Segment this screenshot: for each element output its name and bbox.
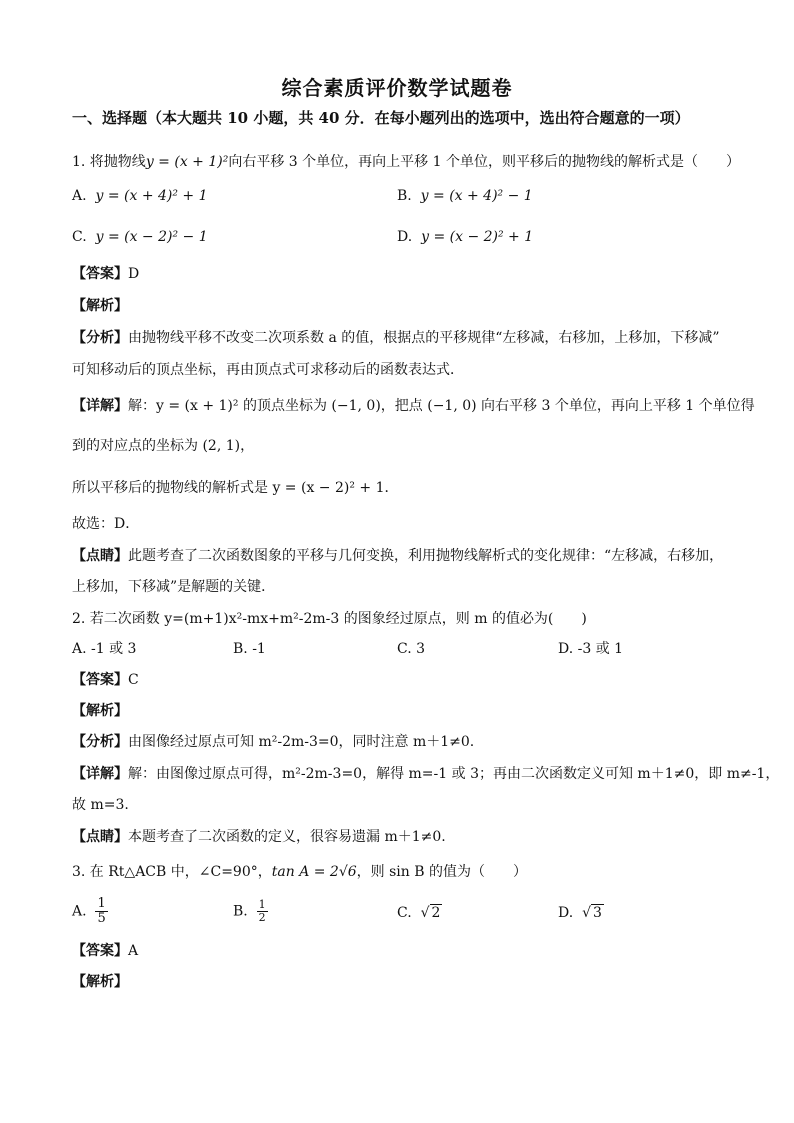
option-label: A. (72, 903, 87, 920)
fraction-denominator: 5 (97, 911, 106, 926)
answer-tag: 【答案】 (72, 266, 128, 282)
xiangjie-tag: 【详解】 (72, 766, 128, 782)
q1-fenxi-2: 可知移动后的顶点坐标，再由顶点式可求移动后的函数表达式． (72, 362, 464, 378)
q2-fenxi (72, 732, 734, 752)
option-label: C. (397, 641, 412, 657)
fraction-numerator: 1 (97, 896, 106, 911)
q2-xiangjie-1 (72, 764, 780, 784)
q1-xiangjie-3: 所以平移后的抛物线的解析式是 y = (x − 2)² + 1． (72, 480, 399, 496)
q3-option-c (397, 903, 442, 923)
q1-dianjing-1 (72, 546, 734, 566)
q1-stem (72, 152, 740, 172)
option-label: B. (233, 641, 248, 657)
dianjing-text: 此题考查了二次函数图象的平移与几何变换，利用抛物线解析式的变化规律：“左移减，右移加， (128, 548, 724, 564)
answer-value: C (128, 672, 139, 688)
q1-stem-pre: 1. 将抛物线 (72, 154, 146, 170)
q3-option-d (558, 903, 604, 923)
option-text: y = (x − 2)² + 1 (421, 229, 534, 245)
xiangjie-tag: 【详解】 (72, 398, 128, 414)
q2-option-c (397, 639, 425, 659)
dianjing-tag: 【点睛】 (72, 829, 128, 845)
fraction (257, 899, 268, 924)
q2-option-d (558, 639, 623, 659)
option-label: C. (397, 905, 412, 921)
q3-stem-pre: 3. 在 Rt△ACB 中，∠C=90°， (72, 864, 272, 880)
option-label: B. (397, 188, 412, 204)
radicand: 3 (593, 905, 602, 921)
q2-answer (72, 670, 734, 690)
dianjing-tag: 【点睛】 (72, 548, 128, 564)
option-text: -1 (252, 641, 266, 657)
fenxi-tag: 【分析】 (72, 734, 128, 750)
option-label: C. (72, 229, 87, 245)
option-text: y = (x + 4)² + 1 (95, 188, 208, 204)
q3-answer (72, 941, 734, 961)
q1-stem-formula: y = (x + 1)² (145, 154, 229, 170)
q3-stem-post: ，则 sin B 的值为（ ） (356, 864, 527, 880)
xiangjie-text: 解：由图像过原点可得，m²-2m-3=0，解得 m=-1 或 3；再由二次函数定义可知 m＋1≠0，即 m≠-1， (128, 766, 780, 782)
q2-option-b (233, 639, 266, 659)
q1-option-c (72, 227, 208, 247)
fraction-denominator: 2 (258, 911, 266, 924)
xiangjie-text: 解：y = (x + 1)² 的顶点坐标为 (−1, 0)，把点 (−1, 0) 向右平移 3 个单位，再向上平移 1 个单位得 (128, 398, 755, 414)
q1-answer (72, 264, 734, 284)
option-text: y = (x + 4)² − 1 (420, 188, 533, 204)
option-label: D. (397, 229, 413, 245)
radicand: 2 (431, 905, 441, 921)
dianjing-text: 本题考查了二次函数的定义，很容易遗漏 m＋1≠0. (128, 829, 446, 845)
q1-stem-post: 向右平移 3 个单位，再向上平移 1 个单位，则平移后的抛物线的解析式是（ ） (228, 154, 740, 170)
option-text: -1 或 3 (91, 641, 137, 657)
option-label: A. (72, 188, 87, 204)
section-heading: 一、选择题（本大题共 10 小题，共 40 分．在每小题列出的选项中，选出符合题意的一项） (72, 109, 690, 127)
q3-option-a (72, 897, 108, 926)
q2-stem: 2. 若二次函数 y=(m+1)x²-mx+m²-2m-3 的图象经过原点，则 m 的值必为( ) (72, 611, 587, 627)
q2-jiexi: 【解析】 (72, 703, 128, 719)
option-label: D. (558, 641, 574, 657)
fraction (95, 897, 107, 926)
q3-jiexi: 【解析】 (72, 974, 128, 990)
q3-stem-formula: tan A = 2√6 (271, 864, 357, 880)
answer-tag: 【答案】 (72, 943, 128, 959)
q1-guxuan: 故选：D． (72, 516, 140, 532)
sqrt-icon: √ (420, 905, 430, 921)
q1-fenxi-1 (72, 328, 734, 348)
fenxi-text: 由图像经过原点可知 m²-2m-3=0，同时注意 m＋1≠0. (128, 734, 475, 750)
answer-tag: 【答案】 (72, 672, 128, 688)
q1-xiangjie-1 (72, 396, 755, 416)
q1-jiexi: 【解析】 (72, 298, 128, 314)
option-text: -3 或 1 (577, 641, 624, 657)
q2-dianjing (72, 827, 734, 847)
fenxi-text: 由抛物线平移不改变二次项系数 a 的值，根据点的平移规律“左移减，右移加，上移加，下移减” (128, 330, 720, 346)
q1-option-b (397, 186, 533, 206)
q1-option-d (397, 227, 533, 247)
q1-xiangjie-2: 到的对应点的坐标为 (2, 1)， (72, 438, 255, 454)
option-label: D. (558, 905, 574, 921)
fenxi-tag: 【分析】 (72, 330, 128, 346)
sqrt-icon: √ (582, 905, 592, 921)
q2-option-a (72, 639, 136, 659)
option-text: 3 (416, 641, 426, 657)
option-label: B. (233, 903, 248, 920)
q1-option-a (72, 186, 208, 206)
q2-xiangjie-2: 故 m=3. (72, 797, 129, 813)
answer-value: D (128, 266, 140, 282)
option-text: y = (x − 2)² − 1 (95, 229, 208, 245)
page-title: 综合素质评价数学试题卷 (281, 76, 513, 100)
fraction-numerator: 1 (258, 898, 266, 911)
q3-option-b (233, 899, 268, 924)
option-label: A. (72, 641, 87, 657)
q1-dianjing-2: 上移加，下移减”是解题的关键． (72, 579, 276, 595)
q3-stem (72, 862, 734, 882)
answer-value: A (128, 943, 139, 959)
